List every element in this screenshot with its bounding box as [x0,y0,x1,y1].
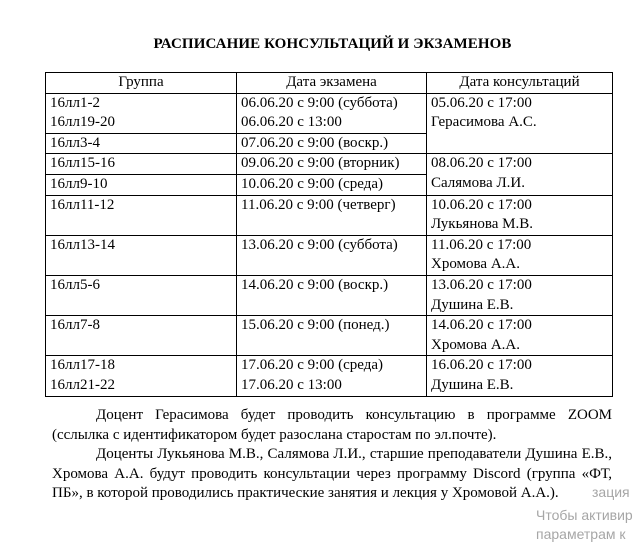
group-cell: 16лл17-18 16лл21-22 [46,356,237,396]
table-header-row [46,73,613,94]
group-cell: 16лл5-6 [46,275,237,315]
exam-cell: 17.06.20 с 9:00 (среда) 17.06.20 с 13:00 [237,356,427,396]
table-row [46,235,613,275]
table-row [46,154,613,175]
exam-cell: 13.06.20 с 9:00 (суббота) [237,235,427,275]
consult-cell: 08.06.20 с 17:00 Салямова Л.И. [427,154,613,195]
group-cell: 16лл9-10 [46,174,237,195]
schedule-table [45,72,613,397]
header-exam-date: Дата экзамена [237,73,427,94]
exam-cell: 07.06.20 с 9:00 (воскр.) [237,133,427,154]
activation-watermark-line2: Чтобы активир [536,507,633,523]
paragraph-discord: Доценты Лукьянова М.В., Салямова Л.И., старшие преподаватели Душина Е.В., Хромова А.А. будут проводить консультации через программу Discord (группа «ФТ, ПБ», в которой проводились практические занятия и лекция у Хромовой А.А.). [52,446,612,501]
consult-cell: 13.06.20 с 17:00 Душина Е.В. [427,275,613,315]
paragraph-zoom: Доцент Герасимова будет проводить консультацию в программе ZOOM (сслылка с идентификатором будет разослана старостам по эл.почте). [52,407,612,443]
consult-cell: 10.06.20 с 17:00 Лукьянова М.В. [427,195,613,235]
group-cell: 16лл3-4 [46,133,237,154]
header-group: Группа [46,73,237,94]
consult-cell: 14.06.20 с 17:00 Хромова А.А. [427,316,613,356]
exam-cell: 06.06.20 с 9:00 (суббота) 06.06.20 с 13:00 [237,93,427,133]
exam-cell: 15.06.20 с 9:00 (понед.) [237,316,427,356]
exam-cell: 10.06.20 с 9:00 (среда) [237,174,427,195]
consult-cell: 16.06.20 с 17:00 Душина Е.В. [427,356,613,396]
activation-watermark-line3: параметрам к [536,526,626,542]
consult-cell: 05.06.20 с 17:00 Герасимова А.С. [427,93,613,154]
table-row [46,195,613,235]
consult-cell: 11.06.20 с 17:00 Хромова А.А. [427,235,613,275]
exam-cell: 11.06.20 с 9:00 (четверг) [237,195,427,235]
document-title: РАСПИСАНИЕ КОНСУЛЬТАЦИЙ И ЭКЗАМЕНОВ [153,36,512,52]
group-cell: 16лл13-14 [46,235,237,275]
table-row [46,275,613,315]
table-row [46,316,613,356]
table-row [46,356,613,396]
header-consult-date: Дата консультаций [427,73,613,94]
group-cell: 16лл7-8 [46,316,237,356]
exam-cell: 14.06.20 с 9:00 (воскр.) [237,275,427,315]
exam-cell: 09.06.20 с 9:00 (вторник) [237,154,427,175]
activation-watermark-line1: зация [592,484,630,500]
group-cell: 16лл15-16 [46,154,237,175]
group-cell: 16лл11-12 [46,195,237,235]
group-cell: 16лл1-2 16лл19-20 [46,93,237,133]
table-row [46,93,613,133]
